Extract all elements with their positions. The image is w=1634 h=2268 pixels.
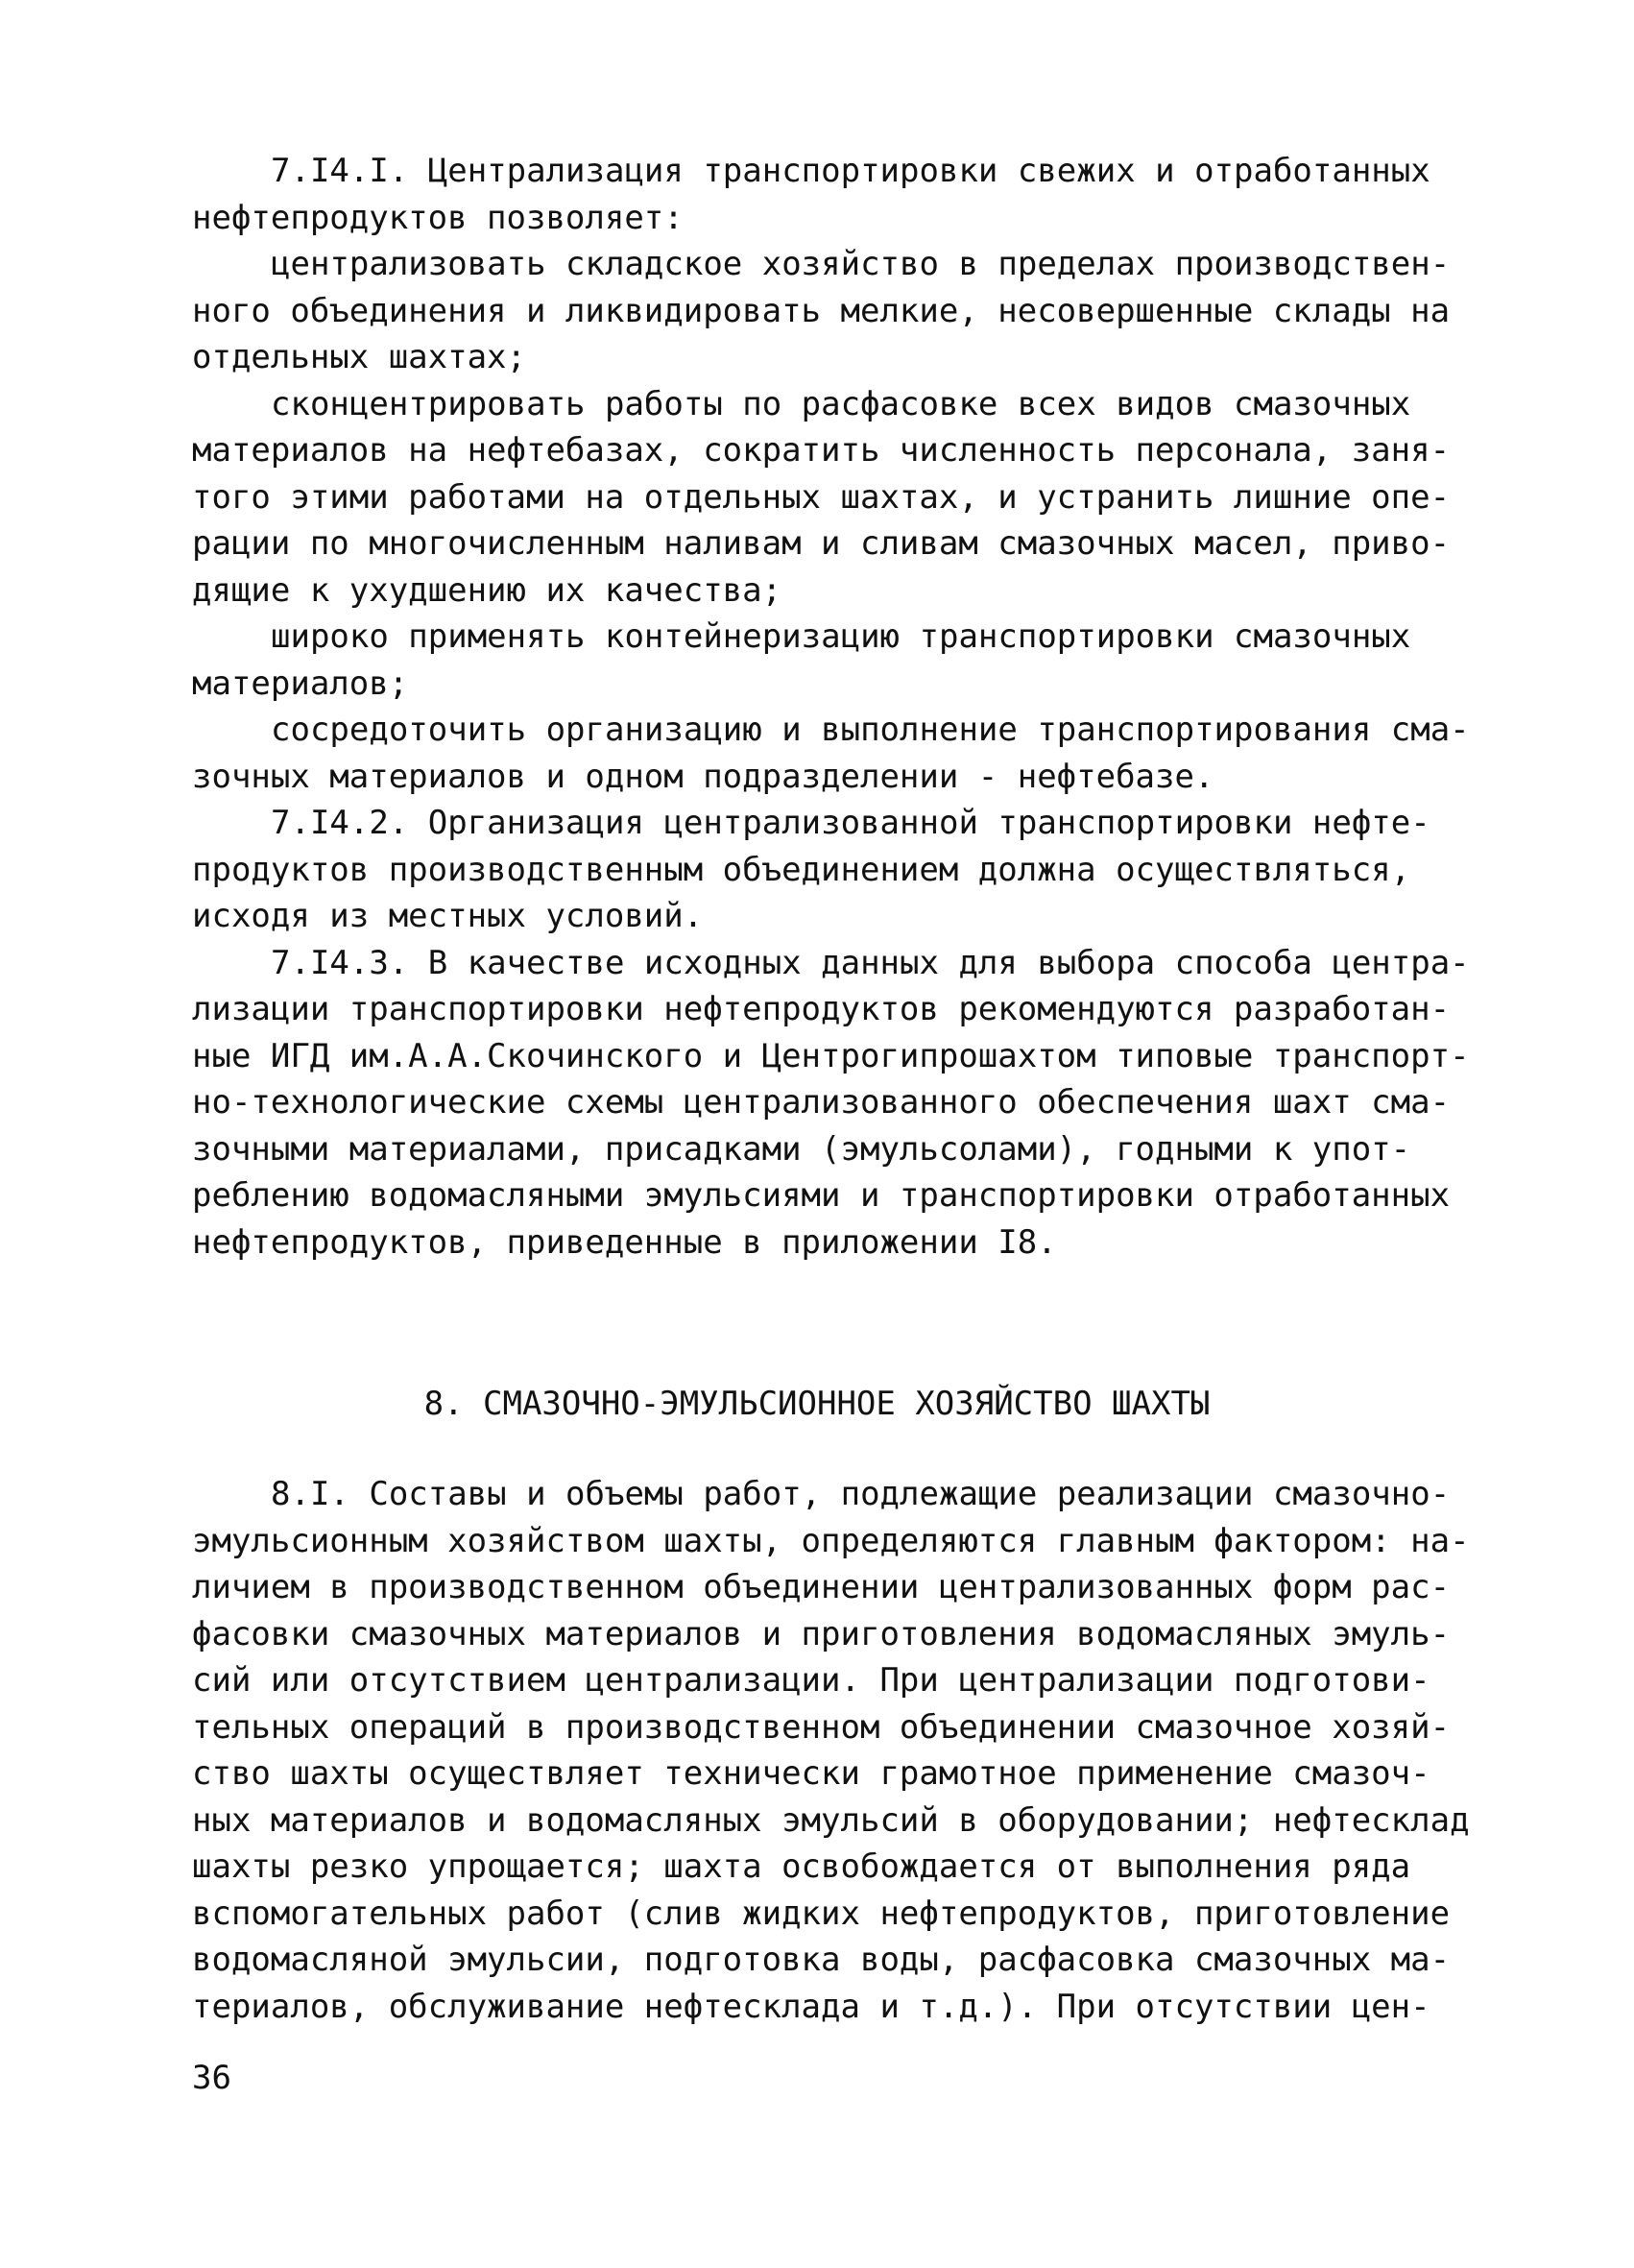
text-line: материалов на нефтебазах, сократить численность персонала, заня- (192, 431, 1451, 470)
text-line: 7.I4.I. Централизация транспортировки свежих и отработанных (271, 152, 1430, 190)
paragraph-concentrate-organization (192, 707, 1470, 800)
text-line: централизовать складское хозяйство в пределах производствен- (271, 245, 1451, 283)
text-line: личием в производственном объединении централизованных форм рас- (192, 1568, 1451, 1606)
paragraph-concentrate-packing (192, 381, 1450, 615)
paragraph-7-14-2 (192, 800, 1450, 940)
text-line: исходя из местных условий. (192, 897, 704, 935)
text-line: сконцентрировать работы по расфасовке всех видов смазочных (271, 384, 1411, 423)
text-line: фасовки смазочных материалов и приготовления водомасляных эмуль- (192, 1614, 1451, 1653)
section-8-text (192, 1471, 1470, 2030)
text-line: сий или отсутствием централизации. При централизации подготови- (192, 1661, 1430, 1700)
text-line: 8.I. Составы и объемы работ, подлежащие реализации смазочно- (271, 1475, 1451, 1513)
text-line: сосредоточить организацию и выполнение транспортирования сма- (271, 711, 1470, 749)
text-line: водомасляной эмульсии, подготовка воды, расфасовка смазочных ма- (192, 1941, 1451, 1979)
text-line: широко применять контейнеризацию транспортировки смазочных (271, 617, 1411, 656)
text-line: шахты резко упрощается; шахта освобождается от выполнения ряда (192, 1847, 1411, 1886)
text-line: териалов, обслуживание нефтесклада и т.д.). При отсутствии цен- (192, 1987, 1430, 2026)
section-7-14-text (192, 148, 1470, 1266)
paragraph-7-14-3 (192, 940, 1470, 1267)
text-line: зочными материалами, присадками (эмульсолами), годными к упот- (192, 1129, 1411, 1169)
text-line: 7.I4.3. В качестве исходных данных для выбора способа центра- (271, 943, 1470, 982)
text-line: ных материалов и водомасляных эмульсий в оборудовании; нефтесклад (192, 1800, 1470, 1840)
text-line: рации по многочисленным наливам и сливам смазочных масел, приво- (192, 524, 1451, 563)
text-line: нефтепродуктов, приведенные в приложении I8. (192, 1222, 1057, 1262)
text-line: отдельных шахтах; (192, 338, 526, 376)
text-line: тельных операций в производственном объединении смазочное хозяй- (192, 1707, 1451, 1747)
paragraph-containerization (192, 614, 1450, 707)
text-line: реблению водомасляными эмульсиями и транспортировки отработанных (192, 1176, 1451, 1215)
text-line: 7.I4.2. Организация централизованной транспортировки нефте- (271, 804, 1430, 842)
text-line: того этими работами на отдельных шахтах, и устранить лишние опе- (192, 477, 1451, 517)
paragraph-8-1 (192, 1471, 1470, 2030)
paragraph-centralize-storage (192, 241, 1450, 381)
text-line: вспомогательных работ (слив жидких нефтепродуктов, приготовление (192, 1894, 1451, 1933)
text-line: лизации транспортировки нефтепродуктов рекомендуются разработан- (192, 990, 1451, 1028)
text-line: нефтепродуктов позволяет: (192, 198, 684, 237)
text-line: продуктов производственным объединением должна осуществляться, (192, 850, 1411, 889)
page-number: 36 (192, 2059, 231, 2097)
text-line: материалов; (192, 664, 409, 703)
text-line: зочных материалов и одном подразделении - нефтебазе. (192, 757, 1214, 796)
section-8-heading: 8. СМАЗОЧНО-ЭМУЛЬСИОННОЕ ХОЗЯЙСТВО ШАХТЫ (423, 1385, 1211, 1423)
text-line: ные ИГД им.А.А.Скочинского и Центрогипрошахтом типовые транспорт- (192, 1036, 1470, 1075)
text-line: дящие к ухудшению их качества; (192, 570, 782, 610)
text-line: ного объединения и ликвидировать мелкие, несовершенные склады на (192, 291, 1451, 330)
text-line: ство шахты осуществляет технически грамотное применение смазоч- (192, 1754, 1430, 1793)
paragraph-7-14-1 (192, 148, 1450, 241)
text-line: эмульсионным хозяйством шахты, определяются главным фактором: на- (192, 1521, 1470, 1560)
text-line: но-технологические схемы централизованного обеспечения шахт сма- (192, 1083, 1451, 1122)
